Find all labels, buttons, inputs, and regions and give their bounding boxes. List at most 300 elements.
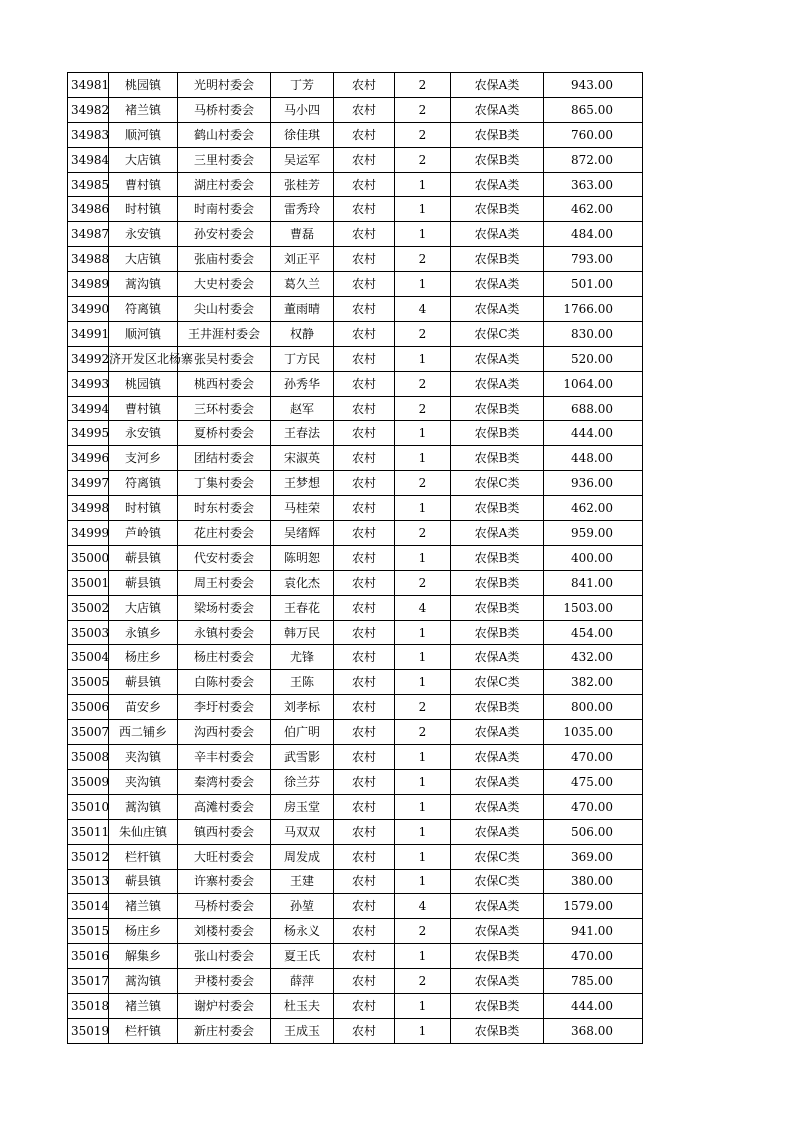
insurance-category-cell: 农保A类	[451, 919, 544, 944]
table-row	[68, 321, 643, 346]
household-count-cell: 2	[395, 471, 451, 496]
record-id-cell: 34983	[68, 122, 109, 147]
village-committee-cell: 大史村委会	[178, 272, 271, 297]
amount-cell: 400.00	[544, 545, 643, 570]
household-count-cell: 1	[395, 222, 451, 247]
village-committee-cell: 三里村委会	[178, 147, 271, 172]
village-committee-cell: 孙安村委会	[178, 222, 271, 247]
area-type-cell: 农村	[334, 819, 395, 844]
record-id-cell: 34997	[68, 471, 109, 496]
township-cell: 大店镇	[109, 595, 178, 620]
person-name-cell: 赵军	[271, 396, 334, 421]
amount-cell: 470.00	[544, 794, 643, 819]
village-committee-cell: 马桥村委会	[178, 97, 271, 122]
area-type-cell: 农村	[334, 421, 395, 446]
village-committee-cell: 丁集村委会	[178, 471, 271, 496]
household-count-cell: 2	[395, 122, 451, 147]
area-type-cell: 农村	[334, 993, 395, 1018]
area-type-cell: 农村	[334, 969, 395, 994]
household-count-cell: 2	[395, 695, 451, 720]
table-row	[68, 595, 643, 620]
township-cell: 蕲县镇	[109, 670, 178, 695]
person-name-cell: 吴运军	[271, 147, 334, 172]
table-row	[68, 695, 643, 720]
amount-cell: 448.00	[544, 446, 643, 471]
township-cell: 褚兰镇	[109, 97, 178, 122]
area-type-cell: 农村	[334, 272, 395, 297]
amount-cell: 936.00	[544, 471, 643, 496]
record-id-cell: 34991	[68, 321, 109, 346]
township-cell: 杨庄乡	[109, 919, 178, 944]
village-committee-cell: 时东村委会	[178, 496, 271, 521]
township-cell: 西二铺乡	[109, 720, 178, 745]
area-type-cell: 农村	[334, 247, 395, 272]
township-cell: 朱仙庄镇	[109, 819, 178, 844]
village-committee-cell: 李圩村委会	[178, 695, 271, 720]
area-type-cell: 农村	[334, 595, 395, 620]
household-count-cell: 2	[395, 247, 451, 272]
table-row	[68, 521, 643, 546]
table-row	[68, 222, 643, 247]
area-type-cell: 农村	[334, 745, 395, 770]
amount-cell: 363.00	[544, 172, 643, 197]
household-count-cell: 1	[395, 769, 451, 794]
village-committee-cell: 时南村委会	[178, 197, 271, 222]
insurance-category-cell: 农保B类	[451, 147, 544, 172]
table-row	[68, 894, 643, 919]
village-committee-cell: 马桥村委会	[178, 894, 271, 919]
record-id-cell: 35019	[68, 1018, 109, 1043]
person-name-cell: 夏王氏	[271, 944, 334, 969]
household-count-cell: 4	[395, 297, 451, 322]
household-count-cell: 2	[395, 969, 451, 994]
record-id-cell: 35015	[68, 919, 109, 944]
amount-cell: 368.00	[544, 1018, 643, 1043]
table-row	[68, 122, 643, 147]
table-row	[68, 670, 643, 695]
person-name-cell: 刘正平	[271, 247, 334, 272]
person-name-cell: 周发成	[271, 844, 334, 869]
table-row	[68, 396, 643, 421]
amount-cell: 830.00	[544, 321, 643, 346]
table-row	[68, 346, 643, 371]
insurance-category-cell: 农保C类	[451, 321, 544, 346]
village-committee-cell: 永镇村委会	[178, 620, 271, 645]
village-committee-cell: 尹楼村委会	[178, 969, 271, 994]
record-id-cell: 35017	[68, 969, 109, 994]
insurance-category-cell: 农保A类	[451, 819, 544, 844]
area-type-cell: 农村	[334, 570, 395, 595]
township-cell: 夹沟镇	[109, 769, 178, 794]
insurance-category-cell: 农保C类	[451, 670, 544, 695]
household-count-cell: 2	[395, 521, 451, 546]
insurance-category-cell: 农保B类	[451, 496, 544, 521]
household-count-cell: 2	[395, 371, 451, 396]
township-cell: 褚兰镇	[109, 993, 178, 1018]
amount-cell: 688.00	[544, 396, 643, 421]
record-id-cell: 34987	[68, 222, 109, 247]
household-count-cell: 1	[395, 794, 451, 819]
insurance-category-cell: 农保A类	[451, 297, 544, 322]
household-count-cell: 1	[395, 993, 451, 1018]
insurance-category-cell: 农保B类	[451, 595, 544, 620]
area-type-cell: 农村	[334, 894, 395, 919]
area-type-cell: 农村	[334, 222, 395, 247]
township-cell: 夹沟镇	[109, 745, 178, 770]
person-name-cell: 房玉堂	[271, 794, 334, 819]
record-id-cell: 35001	[68, 570, 109, 595]
person-name-cell: 伯广明	[271, 720, 334, 745]
insurance-category-cell: 农保A类	[451, 222, 544, 247]
amount-cell: 865.00	[544, 97, 643, 122]
person-name-cell: 刘孝标	[271, 695, 334, 720]
insurance-category-cell: 农保B类	[451, 197, 544, 222]
village-committee-cell: 辛丰村委会	[178, 745, 271, 770]
record-id-cell: 34984	[68, 147, 109, 172]
village-committee-cell: 高滩村委会	[178, 794, 271, 819]
table-row	[68, 919, 643, 944]
person-name-cell: 杨永义	[271, 919, 334, 944]
area-type-cell: 农村	[334, 446, 395, 471]
insurance-category-cell: 农保A类	[451, 346, 544, 371]
household-count-cell: 1	[395, 272, 451, 297]
area-type-cell: 农村	[334, 670, 395, 695]
township-cell: 蒿沟镇	[109, 794, 178, 819]
area-type-cell: 农村	[334, 122, 395, 147]
insurance-category-cell: 农保C类	[451, 471, 544, 496]
amount-cell: 1766.00	[544, 297, 643, 322]
person-name-cell: 王春法	[271, 421, 334, 446]
person-name-cell: 丁方民	[271, 346, 334, 371]
amount-cell: 793.00	[544, 247, 643, 272]
township-cell: 桃园镇	[109, 371, 178, 396]
table-body	[68, 73, 643, 1044]
village-committee-cell: 桃西村委会	[178, 371, 271, 396]
table-row	[68, 944, 643, 969]
area-type-cell: 农村	[334, 396, 395, 421]
village-committee-cell: 光明村委会	[178, 73, 271, 98]
village-committee-cell: 团结村委会	[178, 446, 271, 471]
table-row	[68, 969, 643, 994]
insurance-category-cell: 农保B类	[451, 570, 544, 595]
household-count-cell: 1	[395, 172, 451, 197]
table-row	[68, 545, 643, 570]
insurance-category-cell: 农保A类	[451, 272, 544, 297]
record-id-cell: 35006	[68, 695, 109, 720]
village-committee-cell: 谢炉村委会	[178, 993, 271, 1018]
insurance-category-cell: 农保A类	[451, 720, 544, 745]
amount-cell: 369.00	[544, 844, 643, 869]
household-count-cell: 1	[395, 620, 451, 645]
area-type-cell: 农村	[334, 645, 395, 670]
person-name-cell: 王梦想	[271, 471, 334, 496]
village-committee-cell: 周王村委会	[178, 570, 271, 595]
record-id-cell: 35010	[68, 794, 109, 819]
township-cell: 支河乡	[109, 446, 178, 471]
person-name-cell: 马小四	[271, 97, 334, 122]
township-cell: 时村镇	[109, 496, 178, 521]
person-name-cell: 马双双	[271, 819, 334, 844]
record-id-cell: 34990	[68, 297, 109, 322]
household-count-cell: 2	[395, 570, 451, 595]
amount-cell: 462.00	[544, 496, 643, 521]
area-type-cell: 农村	[334, 794, 395, 819]
table-row	[68, 471, 643, 496]
household-count-cell: 1	[395, 645, 451, 670]
township-cell: 蕲县镇	[109, 545, 178, 570]
household-count-cell: 1	[395, 869, 451, 894]
table-row	[68, 371, 643, 396]
village-committee-cell: 秦湾村委会	[178, 769, 271, 794]
household-count-cell: 1	[395, 819, 451, 844]
village-committee-cell: 张庙村委会	[178, 247, 271, 272]
record-id-cell: 34982	[68, 97, 109, 122]
township-cell: 永镇乡	[109, 620, 178, 645]
person-name-cell: 董雨晴	[271, 297, 334, 322]
area-type-cell: 农村	[334, 720, 395, 745]
table-row	[68, 73, 643, 98]
amount-cell: 475.00	[544, 769, 643, 794]
township-cell: 大店镇	[109, 147, 178, 172]
table-row	[68, 993, 643, 1018]
area-type-cell: 农村	[334, 471, 395, 496]
table-row	[68, 446, 643, 471]
insurance-category-cell: 农保B类	[451, 944, 544, 969]
table-row	[68, 869, 643, 894]
village-committee-cell: 沟西村委会	[178, 720, 271, 745]
amount-cell: 484.00	[544, 222, 643, 247]
area-type-cell: 农村	[334, 197, 395, 222]
record-id-cell: 35000	[68, 545, 109, 570]
person-name-cell: 丁芳	[271, 73, 334, 98]
amount-cell: 841.00	[544, 570, 643, 595]
record-id-cell: 34995	[68, 421, 109, 446]
village-committee-cell: 鹤山村委会	[178, 122, 271, 147]
village-committee-cell: 代安村委会	[178, 545, 271, 570]
area-type-cell: 农村	[334, 496, 395, 521]
person-name-cell: 宋淑英	[271, 446, 334, 471]
insurance-category-cell: 农保B类	[451, 446, 544, 471]
area-type-cell: 农村	[334, 297, 395, 322]
township-cell: 顺河镇	[109, 122, 178, 147]
amount-cell: 470.00	[544, 944, 643, 969]
person-name-cell: 吴绪辉	[271, 521, 334, 546]
person-name-cell: 王建	[271, 869, 334, 894]
village-committee-cell: 梁场村委会	[178, 595, 271, 620]
household-count-cell: 4	[395, 595, 451, 620]
area-type-cell: 农村	[334, 521, 395, 546]
township-cell: 芦岭镇	[109, 521, 178, 546]
area-type-cell: 农村	[334, 147, 395, 172]
area-type-cell: 农村	[334, 869, 395, 894]
insurance-category-cell: 农保A类	[451, 969, 544, 994]
township-cell: 苗安乡	[109, 695, 178, 720]
household-count-cell: 2	[395, 97, 451, 122]
person-name-cell: 葛久兰	[271, 272, 334, 297]
village-committee-cell: 镇西村委会	[178, 819, 271, 844]
table-row	[68, 844, 643, 869]
insurance-category-cell: 农保B类	[451, 396, 544, 421]
township-cell: 顺河镇	[109, 321, 178, 346]
household-count-cell: 2	[395, 321, 451, 346]
table-row	[68, 496, 643, 521]
insurance-category-cell: 农保B类	[451, 545, 544, 570]
table-row	[68, 97, 643, 122]
record-id-cell: 35007	[68, 720, 109, 745]
village-committee-cell: 杨庄村委会	[178, 645, 271, 670]
area-type-cell: 农村	[334, 919, 395, 944]
amount-cell: 1064.00	[544, 371, 643, 396]
amount-cell: 760.00	[544, 122, 643, 147]
record-id-cell: 34985	[68, 172, 109, 197]
village-committee-cell: 白陈村委会	[178, 670, 271, 695]
household-count-cell: 2	[395, 720, 451, 745]
person-name-cell: 陈明恕	[271, 545, 334, 570]
insurance-category-cell: 农保A类	[451, 769, 544, 794]
township-cell: 蒿沟镇	[109, 272, 178, 297]
area-type-cell: 农村	[334, 769, 395, 794]
township-cell: 曹村镇	[109, 396, 178, 421]
record-id-cell: 35005	[68, 670, 109, 695]
area-type-cell: 农村	[334, 695, 395, 720]
township-cell: 杨庄乡	[109, 645, 178, 670]
insurance-category-cell: 农保C类	[451, 869, 544, 894]
insurance-category-cell: 农保A类	[451, 172, 544, 197]
household-count-cell: 1	[395, 197, 451, 222]
record-id-cell: 35003	[68, 620, 109, 645]
amount-cell: 470.00	[544, 745, 643, 770]
household-count-cell: 1	[395, 745, 451, 770]
amount-cell: 444.00	[544, 421, 643, 446]
insurance-category-cell: 农保A类	[451, 745, 544, 770]
amount-cell: 501.00	[544, 272, 643, 297]
township-cell: 曹村镇	[109, 172, 178, 197]
person-name-cell: 尤锋	[271, 645, 334, 670]
area-type-cell: 农村	[334, 371, 395, 396]
insurance-category-cell: 农保A类	[451, 645, 544, 670]
household-count-cell: 1	[395, 545, 451, 570]
record-id-cell: 34999	[68, 521, 109, 546]
amount-cell: 454.00	[544, 620, 643, 645]
insurance-category-cell: 农保C类	[451, 844, 544, 869]
record-id-cell: 35011	[68, 819, 109, 844]
record-id-cell: 35002	[68, 595, 109, 620]
person-name-cell: 雷秀玲	[271, 197, 334, 222]
person-name-cell: 韩万民	[271, 620, 334, 645]
village-committee-cell: 三环村委会	[178, 396, 271, 421]
household-count-cell: 1	[395, 1018, 451, 1043]
table-row	[68, 745, 643, 770]
township-cell: 大店镇	[109, 247, 178, 272]
person-name-cell: 曹磊	[271, 222, 334, 247]
person-name-cell: 袁化杰	[271, 570, 334, 595]
record-id-cell: 34998	[68, 496, 109, 521]
table-row	[68, 172, 643, 197]
table-row	[68, 147, 643, 172]
insurance-category-cell: 农保A类	[451, 794, 544, 819]
person-name-cell: 王陈	[271, 670, 334, 695]
amount-cell: 432.00	[544, 645, 643, 670]
township-cell: 济开发区北杨寨	[109, 346, 178, 371]
area-type-cell: 农村	[334, 545, 395, 570]
person-name-cell: 薛萍	[271, 969, 334, 994]
record-id-cell: 34989	[68, 272, 109, 297]
household-count-cell: 1	[395, 446, 451, 471]
table-row	[68, 197, 643, 222]
table-row	[68, 570, 643, 595]
person-name-cell: 马桂荣	[271, 496, 334, 521]
village-committee-cell: 王井涯村委会	[178, 321, 271, 346]
table-row	[68, 720, 643, 745]
insurance-category-cell: 农保A类	[451, 894, 544, 919]
area-type-cell: 农村	[334, 346, 395, 371]
record-id-cell: 35013	[68, 869, 109, 894]
township-cell: 蕲县镇	[109, 570, 178, 595]
record-id-cell: 34981	[68, 73, 109, 98]
amount-cell: 872.00	[544, 147, 643, 172]
insurance-category-cell: 农保A类	[451, 521, 544, 546]
record-id-cell: 34994	[68, 396, 109, 421]
village-committee-cell: 张吴村委会	[178, 346, 271, 371]
insurance-category-cell: 农保B类	[451, 695, 544, 720]
township-cell: 蒿沟镇	[109, 969, 178, 994]
township-cell: 褚兰镇	[109, 894, 178, 919]
insurance-category-cell: 农保B类	[451, 993, 544, 1018]
township-cell: 时村镇	[109, 197, 178, 222]
amount-cell: 380.00	[544, 869, 643, 894]
household-count-cell: 2	[395, 147, 451, 172]
amount-cell: 462.00	[544, 197, 643, 222]
person-name-cell: 权静	[271, 321, 334, 346]
area-type-cell: 农村	[334, 844, 395, 869]
household-count-cell: 1	[395, 670, 451, 695]
household-count-cell: 1	[395, 496, 451, 521]
record-id-cell: 35008	[68, 745, 109, 770]
amount-cell: 1503.00	[544, 595, 643, 620]
record-id-cell: 34993	[68, 371, 109, 396]
amount-cell: 1579.00	[544, 894, 643, 919]
village-committee-cell: 张山村委会	[178, 944, 271, 969]
village-committee-cell: 尖山村委会	[178, 297, 271, 322]
household-count-cell: 2	[395, 396, 451, 421]
township-cell: 永安镇	[109, 222, 178, 247]
household-count-cell: 1	[395, 421, 451, 446]
table-row	[68, 620, 643, 645]
person-name-cell: 武雪影	[271, 745, 334, 770]
household-count-cell: 1	[395, 844, 451, 869]
area-type-cell: 农村	[334, 321, 395, 346]
insurance-category-cell: 农保B类	[451, 1018, 544, 1043]
person-name-cell: 孙堃	[271, 894, 334, 919]
household-count-cell: 2	[395, 73, 451, 98]
village-committee-cell: 湖庄村委会	[178, 172, 271, 197]
amount-cell: 943.00	[544, 73, 643, 98]
table-row	[68, 247, 643, 272]
village-committee-cell: 夏桥村委会	[178, 421, 271, 446]
person-name-cell: 张桂芳	[271, 172, 334, 197]
amount-cell: 941.00	[544, 919, 643, 944]
table-row	[68, 819, 643, 844]
insurance-category-cell: 农保A类	[451, 73, 544, 98]
insurance-category-cell: 农保A类	[451, 371, 544, 396]
amount-cell: 1035.00	[544, 720, 643, 745]
area-type-cell: 农村	[334, 944, 395, 969]
township-cell: 栏杆镇	[109, 1018, 178, 1043]
township-cell: 桃园镇	[109, 73, 178, 98]
township-cell: 符离镇	[109, 297, 178, 322]
records-table	[67, 72, 643, 1044]
village-committee-cell: 许寨村委会	[178, 869, 271, 894]
